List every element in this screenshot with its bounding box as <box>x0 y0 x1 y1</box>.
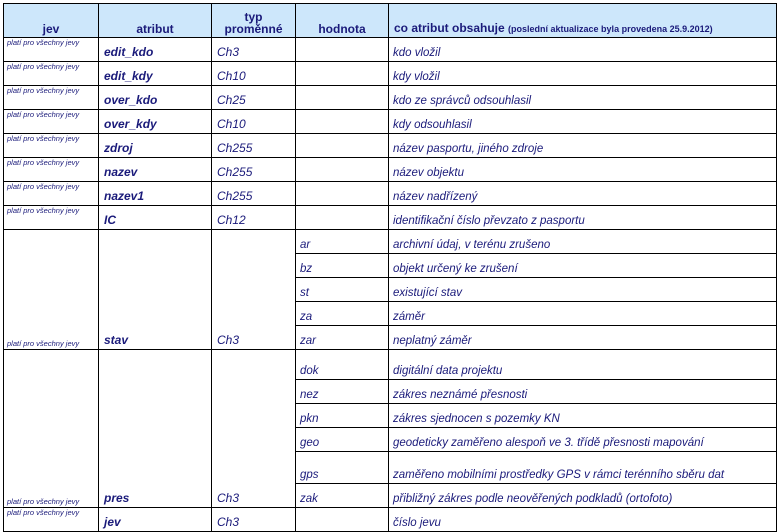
variable-type: Ch3 <box>212 508 296 532</box>
value-cell: za <box>296 302 389 326</box>
header-obsah-label: co atribut obsahuje <box>394 21 505 35</box>
value-cell: gps <box>296 452 389 484</box>
description: kdo ze správců odsouhlasil <box>389 86 777 110</box>
value-cell: pkn <box>296 404 389 428</box>
attribute-name: jev <box>99 508 212 532</box>
variable-type: Ch10 <box>212 110 296 134</box>
description: neplatný záměr <box>389 326 777 350</box>
variable-type: Ch3 <box>212 230 296 350</box>
header-atribut: atribut <box>99 4 212 38</box>
attribute-name: edit_kdo <box>99 38 212 62</box>
attribute-name: zdroj <box>99 134 212 158</box>
value-cell <box>296 206 389 230</box>
value-cell: dok <box>296 350 389 380</box>
description: název nadřízený <box>389 182 777 206</box>
jev-cell: platí pro všechny jevy <box>4 158 99 182</box>
variable-type: Ch12 <box>212 206 296 230</box>
variable-type: Ch255 <box>212 182 296 206</box>
jev-cell: platí pro všechny jevy <box>4 182 99 206</box>
table-row <box>4 508 777 532</box>
description: existující stav <box>389 278 777 302</box>
table-row <box>4 62 777 86</box>
header-row <box>4 4 777 38</box>
variable-type: Ch255 <box>212 134 296 158</box>
attribute-name: nazev1 <box>99 182 212 206</box>
value-cell: zar <box>296 326 389 350</box>
attribute-name: nazev <box>99 158 212 182</box>
attribute-name: over_kdy <box>99 110 212 134</box>
table-row <box>4 110 777 134</box>
table-row <box>4 38 777 62</box>
attribute-name: IC <box>99 206 212 230</box>
jev-cell: platí pro všechny jevy <box>4 86 99 110</box>
value-cell <box>296 110 389 134</box>
description: digitální data projektu <box>389 350 777 380</box>
description: záměr <box>389 302 777 326</box>
attribute-name: over_kdo <box>99 86 212 110</box>
description: číslo jevu <box>389 508 777 532</box>
description: kdy odsouhlasil <box>389 110 777 134</box>
value-cell <box>296 38 389 62</box>
value-cell: st <box>296 278 389 302</box>
value-cell <box>296 134 389 158</box>
attribute-table <box>3 3 777 532</box>
table-row <box>4 86 777 110</box>
description: archivní údaj, v terénu zrušeno <box>389 230 777 254</box>
description: název pasportu, jiného zdroje <box>389 134 777 158</box>
jev-cell: platí pro všechny jevy <box>4 110 99 134</box>
description: objekt určený ke zrušení <box>389 254 777 278</box>
value-cell <box>296 62 389 86</box>
table-row <box>4 182 777 206</box>
description: zákres neznámé přesnosti <box>389 380 777 404</box>
value-cell <box>296 508 389 532</box>
header-obsah <box>389 4 777 38</box>
description: zákres sjednocen s pozemky KN <box>389 404 777 428</box>
jev-cell: platí pro všechny jevy <box>4 134 99 158</box>
variable-type: Ch25 <box>212 86 296 110</box>
value-cell: geo <box>296 428 389 452</box>
variable-type: Ch10 <box>212 62 296 86</box>
jev-cell: platí pro všechny jevy <box>4 38 99 62</box>
description: přibližný zákres podle neověřených podkladů (ortofoto) <box>389 484 777 508</box>
description: název objektu <box>389 158 777 182</box>
header-jev: jev <box>4 4 99 38</box>
value-cell <box>296 182 389 206</box>
attribute-name: pres <box>99 350 212 508</box>
jev-cell: platí pro všechny jevy <box>4 62 99 86</box>
table-row <box>4 206 777 230</box>
value-cell: bz <box>296 254 389 278</box>
header-typ: typ proměnné <box>212 4 296 38</box>
table-row <box>4 134 777 158</box>
attribute-name: stav <box>99 230 212 350</box>
table-row <box>4 158 777 182</box>
jev-cell: platí pro všechny jevy <box>4 230 99 350</box>
value-cell <box>296 158 389 182</box>
table-row-pres-dok <box>4 350 777 380</box>
attribute-name: edit_kdy <box>99 62 212 86</box>
variable-type: Ch3 <box>212 38 296 62</box>
description: kdo vložil <box>389 38 777 62</box>
table-row-stav-ar <box>4 230 777 254</box>
value-cell: ar <box>296 230 389 254</box>
jev-cell: platí pro všechny jevy <box>4 350 99 508</box>
value-cell: nez <box>296 380 389 404</box>
value-cell: zak <box>296 484 389 508</box>
jev-cell: platí pro všechny jevy <box>4 206 99 230</box>
variable-type: Ch3 <box>212 350 296 508</box>
description: zaměřeno mobilními prostředky GPS v rámci terénního sběru dat <box>389 452 777 484</box>
header-hodnota: hodnota <box>296 4 389 38</box>
variable-type: Ch255 <box>212 158 296 182</box>
value-cell <box>296 86 389 110</box>
description: geodeticky zaměřeno alespoň ve 3. třídě přesnosti mapování <box>389 428 777 452</box>
description: identifikační číslo převzato z pasportu <box>389 206 777 230</box>
jev-cell: platí pro všechny jevy <box>4 508 99 532</box>
description: kdy vložil <box>389 62 777 86</box>
header-obsah-note: (poslední aktualizace byla provedena 25.9.2012) <box>508 24 713 34</box>
